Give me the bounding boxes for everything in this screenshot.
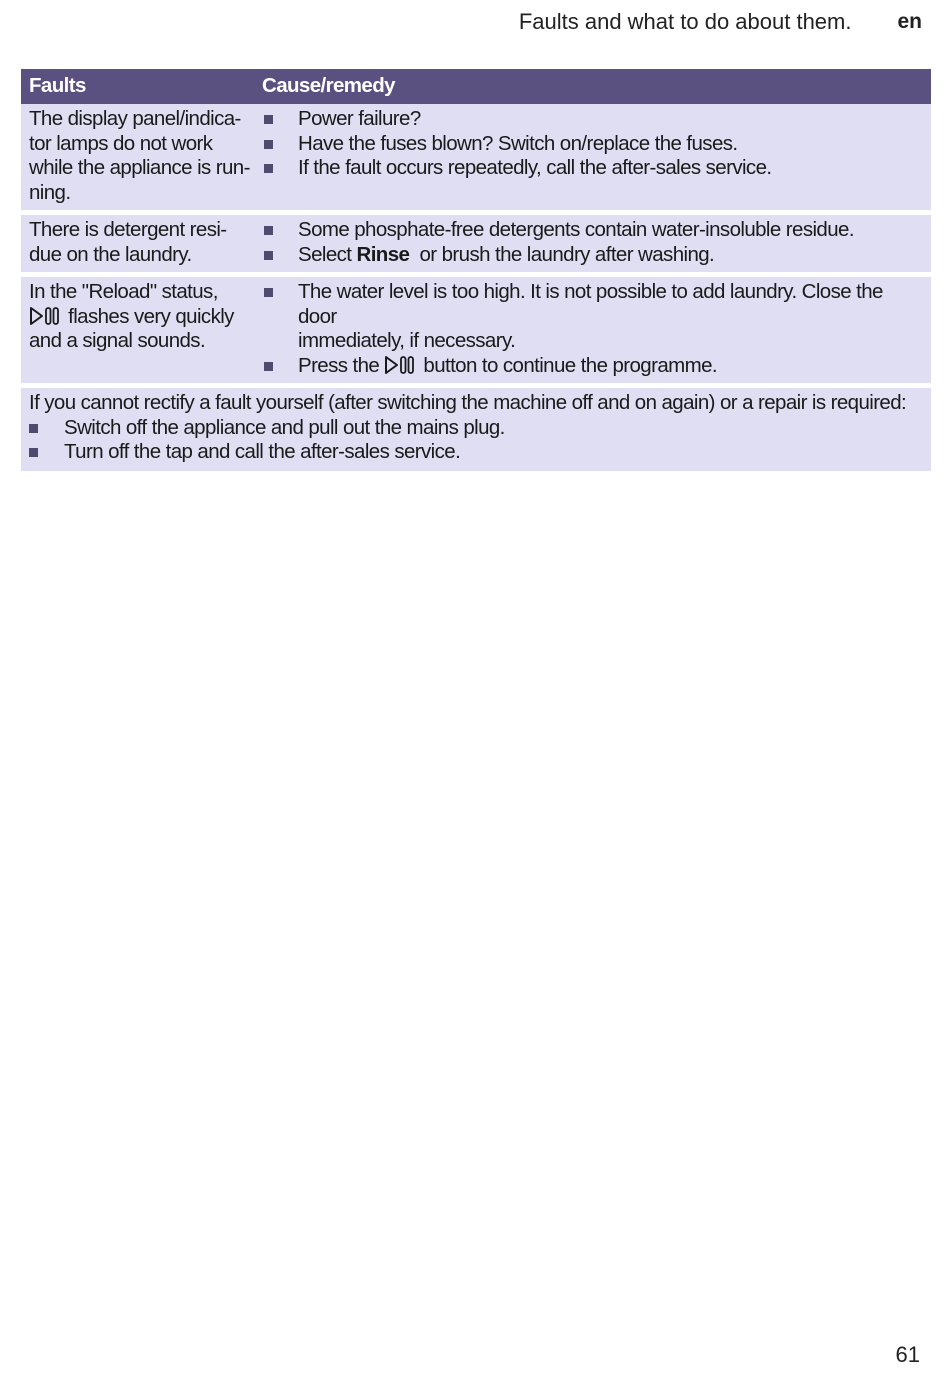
cause-text-line: immediately, if necessary. xyxy=(298,329,516,352)
square-bullet-icon xyxy=(262,243,298,268)
list-item xyxy=(262,218,921,243)
square-bullet-icon xyxy=(262,218,298,243)
fault-cell xyxy=(21,107,262,205)
fault-text-line: due on the laundry. xyxy=(29,242,192,266)
column-header-faults: Faults xyxy=(29,74,86,98)
cause-cell xyxy=(262,218,931,267)
table-footer-row xyxy=(21,388,931,471)
square-bullet-icon xyxy=(29,440,64,465)
cause-text xyxy=(298,243,714,268)
list-item xyxy=(262,156,921,181)
cause-text xyxy=(298,280,921,354)
list-item xyxy=(262,243,921,268)
footer-item-text: Turn off the tap and call the after-sales service. xyxy=(64,440,461,463)
fault-cell xyxy=(21,280,262,378)
list-item xyxy=(262,132,921,157)
cause-text-post: or brush the laundry after washing. xyxy=(409,242,715,266)
fault-text-post: flashes very quickly xyxy=(63,304,234,328)
fault-text-line: ning. xyxy=(29,180,71,204)
cause-cell xyxy=(262,280,931,378)
square-bullet-icon xyxy=(29,416,64,441)
start-pause-icon xyxy=(29,306,61,326)
fault-text-line: In the "Reload" status, xyxy=(29,280,218,303)
cause-text-post: button to continue the programme. xyxy=(418,353,717,377)
cause-text: Power failure? xyxy=(298,107,421,130)
cause-text: If the fault occurs repeatedly, call the after-sales service. xyxy=(298,156,772,179)
fault-text-line: There is detergent resi- xyxy=(29,218,227,241)
fault-text-line: while the appliance is run- xyxy=(29,156,250,179)
cause-text-pre: Select xyxy=(298,242,357,266)
square-bullet-icon xyxy=(262,354,298,379)
square-bullet-icon xyxy=(262,107,298,132)
list-item xyxy=(262,107,921,132)
language-code: en xyxy=(897,10,922,33)
cause-text xyxy=(298,354,717,379)
column-header-cause: Cause/remedy xyxy=(262,74,395,98)
footer-intro: If you cannot rectify a fault yourself (after switching the machine off and on again) or a repair is required: xyxy=(29,391,907,414)
page-header xyxy=(519,8,922,36)
fault-cell xyxy=(21,218,262,267)
fault-text-line: The display panel/indica- xyxy=(29,107,241,130)
rinse-label: Rinse xyxy=(356,242,410,266)
cause-text: Some phosphate-free detergents contain water-insoluble residue. xyxy=(298,218,854,241)
start-pause-icon xyxy=(384,355,416,375)
list-item xyxy=(262,280,921,354)
square-bullet-icon xyxy=(262,156,298,181)
footer-item-text: Switch off the appliance and pull out the mains plug. xyxy=(64,415,505,439)
list-item xyxy=(262,354,921,379)
list-item xyxy=(29,416,923,441)
fault-text-line: tor lamps do not work xyxy=(29,131,213,155)
faults-table xyxy=(21,69,931,471)
fault-text-line: and a signal sounds. xyxy=(29,329,206,352)
section-title: Faults and what to do about them. xyxy=(518,9,852,34)
table-row xyxy=(21,277,931,383)
square-bullet-icon xyxy=(262,280,298,354)
cause-text-line: The water level is too high. It is not possible to add laundry. Close the door xyxy=(298,280,883,328)
cause-text: Have the fuses blown? Switch on/replace the fuses. xyxy=(298,131,738,155)
table-row xyxy=(21,215,931,272)
table-row xyxy=(21,104,931,210)
page-number: 61 xyxy=(895,1342,920,1367)
cause-text-pre: Press the xyxy=(298,353,385,377)
table-header xyxy=(21,69,931,104)
cause-cell xyxy=(262,107,931,205)
list-item xyxy=(29,440,923,465)
fault-text-line xyxy=(29,305,254,330)
square-bullet-icon xyxy=(262,132,298,157)
